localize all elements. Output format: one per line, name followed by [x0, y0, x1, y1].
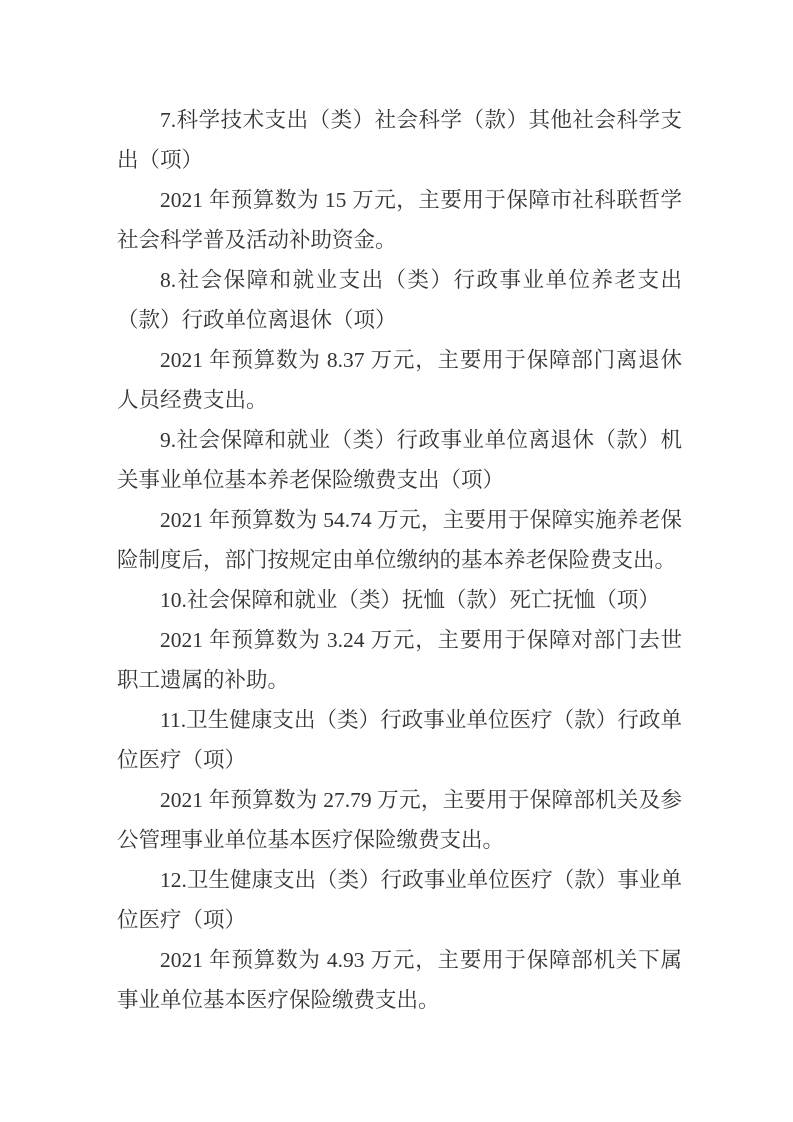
budget-item-heading: 10.社会保障和就业（类）抚恤（款）死亡抚恤（项） [160, 588, 660, 612]
budget-item-heading: 11.卫生健康支出（类）行政事业单位医疗（款）行政单位医疗（项） [117, 708, 682, 772]
budget-item [117, 580, 682, 700]
budget-item-heading: 7.科学技术支出（类）社会科学（款）其他社会科学支出（项） [117, 108, 682, 172]
budget-item-body: 2021 年预算数为 15 万元，主要用于保障市社科联哲学社会科学普及活动补助资金。 [117, 188, 682, 252]
budget-item [117, 100, 682, 260]
budget-item [117, 700, 682, 860]
budget-item-heading: 12.卫生健康支出（类）行政事业单位医疗（款）事业单位医疗（项） [117, 868, 682, 932]
budget-item-body: 2021 年预算数为 4.93 万元，主要用于保障部机关下属事业单位基本医疗保险缴费支出。 [117, 948, 682, 1012]
budget-item-body: 2021 年预算数为 8.37 万元，主要用于保障部门离退休人员经费支出。 [117, 348, 682, 412]
budget-item-body: 2021 年预算数为 54.74 万元，主要用于保障实施养老保险制度后，部门按规定由单位缴纳的基本养老保险费支出。 [117, 508, 682, 572]
budget-item-body: 2021 年预算数为 27.79 万元，主要用于保障部机关及参公管理事业单位基本医疗保险缴费支出。 [117, 788, 682, 852]
budget-item-heading: 8.社会保障和就业支出（类）行政事业单位养老支出（款）行政单位离退休（项） [117, 268, 682, 332]
budget-items-list [117, 100, 682, 1020]
budget-item [117, 420, 682, 580]
budget-item-body: 2021 年预算数为 3.24 万元，主要用于保障对部门去世职工遗属的补助。 [117, 628, 682, 692]
budget-item-heading: 9.社会保障和就业（类）行政事业单位离退休（款）机关事业单位基本养老保险缴费支出（项） [117, 428, 682, 492]
budget-item [117, 260, 682, 420]
budget-item [117, 860, 682, 1020]
